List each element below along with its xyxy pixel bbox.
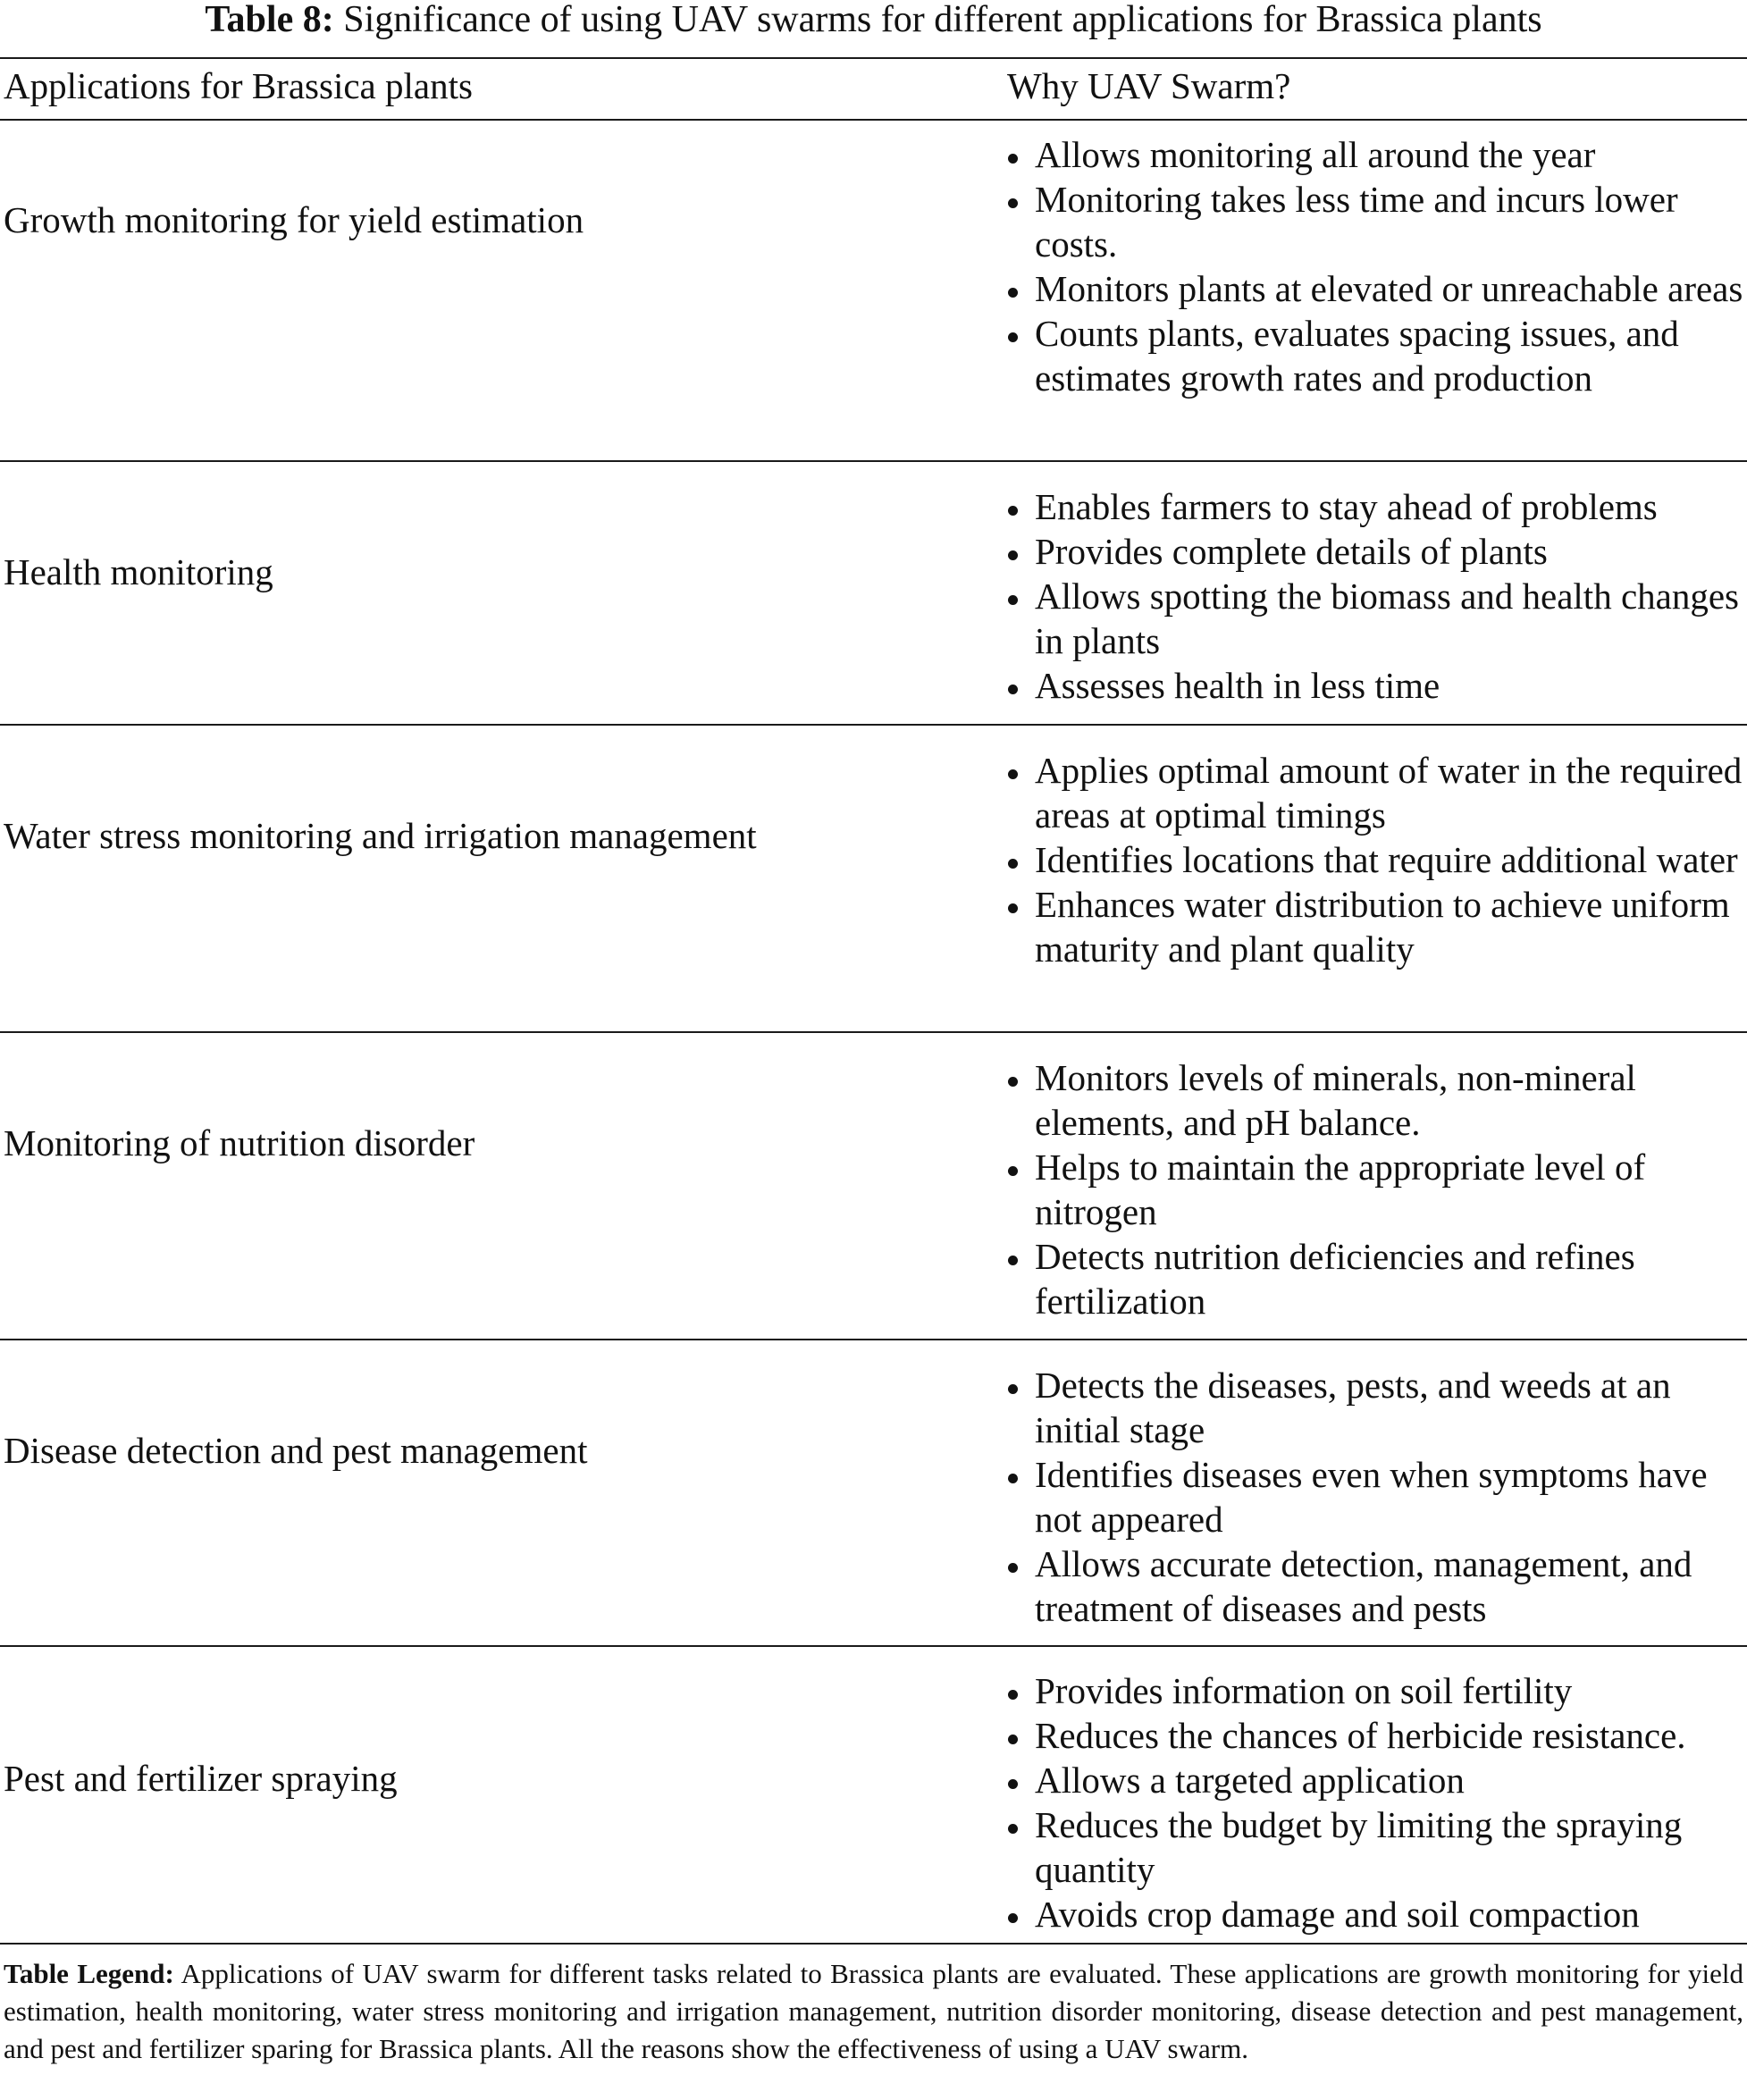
row-divider: [0, 1645, 1747, 1647]
bullet-icon: [1008, 1474, 1018, 1483]
bullet-icon: [1008, 506, 1018, 516]
bullet-icon: [1008, 1563, 1018, 1573]
list-item: Identifies locations that require additional water: [1004, 837, 1747, 882]
list-item: Reduces the budget by limiting the spraying quantity: [1004, 1802, 1747, 1892]
list-item: Allows spotting the biomass and health changes in plants: [1004, 574, 1747, 663]
bullet-icon: [1008, 198, 1018, 208]
list-item: Enables farmers to stay ahead of problems: [1004, 484, 1747, 529]
row-6-application: Pest and fertilizer spraying: [4, 1758, 398, 1799]
bullet-icon: [1008, 1779, 1018, 1789]
list-item: Allows accurate detection, management, and treatment of diseases and pests: [1004, 1541, 1747, 1631]
bullet-icon: [1008, 859, 1018, 869]
list-item: Detects nutrition deficiencies and refines fertilization: [1004, 1234, 1747, 1323]
bullet-icon: [1008, 1077, 1018, 1087]
row-divider: [0, 1031, 1747, 1033]
list-item: Detects the diseases, pests, and weeds at an initial stage: [1004, 1363, 1747, 1452]
table-legend: [4, 1955, 1743, 2068]
bullet-icon: [1008, 769, 1018, 779]
row-3-application: Water stress monitoring and irrigation management: [4, 815, 757, 856]
list-item: Reduces the chances of herbicide resistance.: [1004, 1713, 1747, 1758]
bullet-icon: [1008, 1690, 1018, 1700]
bullet-icon: [1008, 1913, 1018, 1923]
bullet-icon: [1008, 288, 1018, 298]
row-4-reasons: [1004, 1055, 1747, 1323]
list-item: Enhances water distribution to achieve uniform maturity and plant quality: [1004, 882, 1747, 971]
bullet-icon: [1008, 154, 1018, 164]
bullet-icon: [1008, 1256, 1018, 1265]
list-item: Counts plants, evaluates spacing issues, and estimates growth rates and production: [1004, 311, 1747, 400]
header-why: Why UAV Swarm?: [1007, 65, 1291, 106]
row-2-application: Health monitoring: [4, 551, 273, 592]
header-rule: [0, 119, 1747, 121]
bottom-rule: [0, 1943, 1747, 1945]
top-rule: [0, 57, 1747, 59]
list-item: Assesses health in less time: [1004, 663, 1747, 708]
row-3-reasons: [1004, 748, 1747, 971]
row-6-reasons: [1004, 1668, 1747, 1936]
list-item: Monitors levels of minerals, non-mineral elements, and pH balance.: [1004, 1055, 1747, 1145]
bullet-icon: [1008, 1166, 1018, 1176]
row-1-application: Growth monitoring for yield estimation: [4, 199, 584, 240]
bullet-icon: [1008, 903, 1018, 913]
list-item: Helps to maintain the appropriate level of nitrogen: [1004, 1145, 1747, 1234]
list-item: Identifies diseases even when symptoms have not appeared: [1004, 1452, 1747, 1541]
row-divider: [0, 724, 1747, 726]
list-item: Allows a targeted application: [1004, 1758, 1747, 1802]
bullet-icon: [1008, 550, 1018, 560]
legend-label: Table Legend:: [4, 1958, 174, 1989]
table-caption: [0, 0, 1747, 39]
row-5-reasons: [1004, 1363, 1747, 1631]
caption-text: Significance of using UAV swarms for different applications for Brassica plants: [343, 0, 1542, 40]
row-1-reasons: [1004, 132, 1747, 400]
header-application: Applications for Brassica plants: [4, 65, 473, 106]
row-2-reasons: [1004, 484, 1747, 708]
row-divider: [0, 460, 1747, 462]
row-4-application: Monitoring of nutrition disorder: [4, 1122, 475, 1163]
list-item: Provides information on soil fertility: [1004, 1668, 1747, 1713]
bullet-icon: [1008, 595, 1018, 605]
bullet-icon: [1008, 332, 1018, 342]
bullet-icon: [1008, 1384, 1018, 1394]
caption-label: Table 8:: [205, 0, 334, 40]
row-5-application: Disease detection and pest management: [4, 1430, 588, 1471]
list-item: Applies optimal amount of water in the required areas at optimal timings: [1004, 748, 1747, 837]
list-item: Avoids crop damage and soil compaction: [1004, 1892, 1747, 1936]
list-item: Allows monitoring all around the year: [1004, 132, 1747, 177]
list-item: Monitors plants at elevated or unreachable areas: [1004, 266, 1747, 311]
bullet-icon: [1008, 685, 1018, 694]
bullet-icon: [1008, 1735, 1018, 1744]
bullet-icon: [1008, 1824, 1018, 1834]
row-divider: [0, 1339, 1747, 1340]
legend-text: Applications of UAV swarm for different tasks related to Brassica plants are evaluated. These applications are growth monitoring for yield estimation, health monitoring, water stress monitoring and irrigation management, nutrition disorder monitoring, disease detection and pest management, and pest and fertilizer sparing for Brassica plants. All the reasons show the effectiveness of using a UAV swarm.: [4, 1958, 1744, 2064]
list-item: Provides complete details of plants: [1004, 529, 1747, 574]
list-item: Monitoring takes less time and incurs lower costs.: [1004, 177, 1747, 266]
